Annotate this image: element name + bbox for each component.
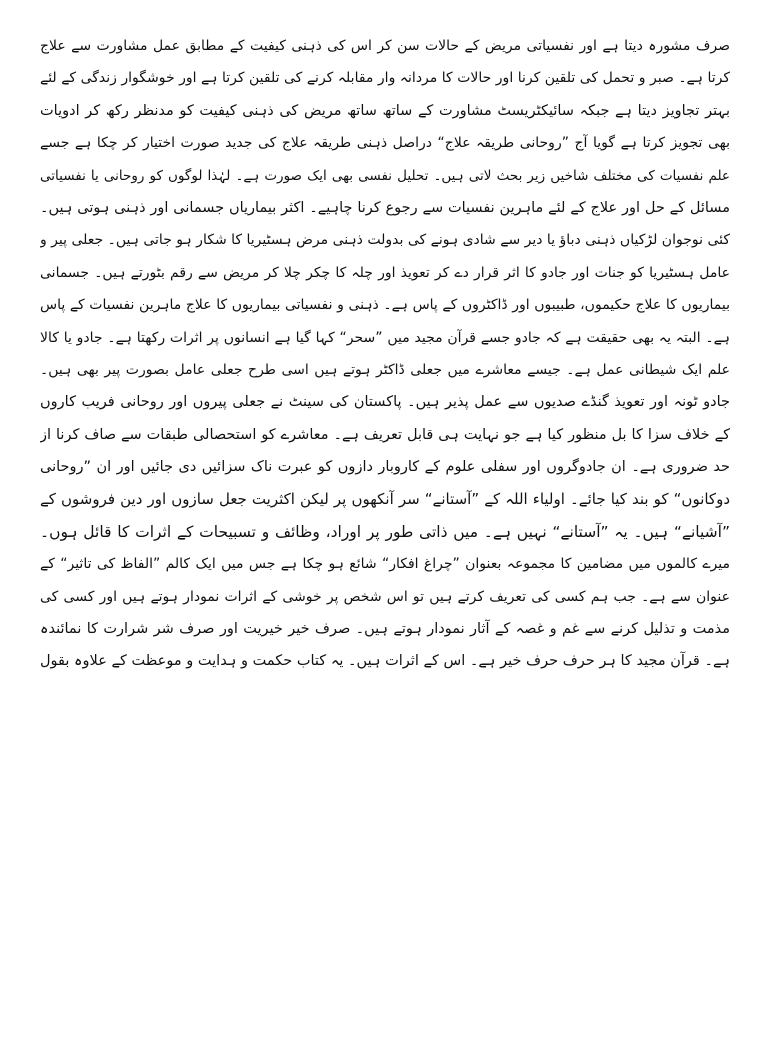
text-line: جادو ٹونہ اور تعویذ گنڈے صدیوں سے عمل پذیر ہیں۔ پاکستان کی سینٹ نے جعلی پیروں اور روحانی فریب کاروں [40,394,730,411]
text-line: بھی تجویز کرتا ہے گویا آج ”روحانی طریقہ علاج“ دراصل ذہنی طریقہ علاج کی جدید صورت اختیار کر چکا ہے جسے [40,135,730,152]
text-line: بیماریوں کا علاج حکیموں، طبیبوں اور ڈاکٹروں کے پاس ہے۔ ذہنی و نفسیاتی بیماریوں کا علاج ماہرین نفسیات کے پاس [40,297,730,314]
text-line: عامل ہسٹیریا کو جنات اور جادو کا اثر قرار دے کر تعویذ اور چلہ کا چکر چلا کر مریض سے رقم بٹورتے ہیں۔ جسمانی [40,264,730,281]
text-line: علم نفسیات کی مختلف شاخیں زیر بحث لاتی ہیں۔ تحلیل نفسی بھی ایک صورت ہے۔ لہٰذا لوگوں کو روحانی یا نفسیاتی [40,167,730,184]
text-line: کے خلاف سزا کا بل منظور کیا ہے جو نہایت ہی قابل تعریف ہے۔ معاشرے کو استحصالی طبقات سے صاف کرنا از [40,426,730,443]
body-text [40,30,730,678]
text-line: کرتا ہے۔ صبر و تحمل کی تلقین کرنا اور حالات کا مردانہ وار مقابلہ کرنے کی تلقین کرتا ہے اور خوشگوار زندگی کے لئے [40,70,730,87]
text-line: بہتر تجاویز دیتا ہے جبکہ سائیکٹریسٹ مشاورت کے ساتھ ساتھ مریض کی ذہنی کیفیت کو مدنظر رکھ کر ادویات [40,102,730,119]
text-line: عنوان سے ہے۔ جب ہم کسی کی تعریف کرتے ہیں تو اس شخص پر خوشی کے اثرات نمودار ہوتے ہیں اور کسی کی [40,588,730,605]
text-line: دوکانوں“ کو بند کیا جائے۔ اولیاء اللہ کے ”آستانے“ سر آنکھوں پر لیکن اکثریت جعل سازوں اور دین فروشوں کے [40,490,730,509]
text-line: ہے۔ البتہ یہ بھی حقیقت ہے کہ جادو جسے قرآن مجید میں ”سحر“ کہا گیا ہے انسانوں پر اثرات رکھتا ہے۔ جادو یا کالا [40,329,730,346]
text-line: میرے کالموں میں مضامین کا مجموعہ بعنوان ”چراغ افکار“ شائع ہو چکا ہے جس میں ایک کالم ”الفاظ کی تاثیر“ کے [40,556,730,573]
text-line: علم ایک شیطانی عمل ہے۔ جیسے معاشرے میں جعلی ڈاکٹر ہوتے ہیں اسی طرح جعلی عامل بصورت پیر بھی ہیں۔ [40,361,730,378]
text-line: مذمت و تذلیل کرنے سے غم و غصہ کے آثار نمودار ہوتے ہیں۔ صرف خیر خیریت اور صرف شر شرارت کا نمائندہ [40,621,730,638]
text-line: ”آشیانے“ ہیں۔ یہ ”آستانے“ نہیں ہے۔ میں ذاتی طور پر اوراد، وظائف و تسبیحات کے اثرات کا قائل ہوں۔ [40,522,730,541]
text-line: حد ضروری ہے۔ ان جادوگروں اور سفلی علوم کے کاروبار دازوں کو عبرت ناک سزائیں دی جائیں اور ان ”روحانی [40,459,730,476]
text-line: ہے۔ قرآن مجید کا ہر حرف حرف خیر ہے۔ اس کے اثرات ہیں۔ یہ کتاب حکمت و ہدایت و موعظت کے علاوہ بقول [40,653,730,670]
text-line: مسائل کے حل اور علاج کے لئے ماہرین نفسیات سے رجوع کرنا چاہیے۔ اکثر بیماریاں جسمانی اور ذہنی ہوتی ہیں۔ [40,199,730,216]
text-line: کئی نوجوان لڑکیاں ذہنی دباؤ یا دیر سے شادی ہونے کی بدولت ذہنی مرض ہسٹیریا کا شکار ہو جاتی ہیں۔ جعلی پیر و [40,232,730,249]
text-line: صرف مشورہ دیتا ہے اور نفسیاتی مریض کے حالات سن کر اس کی ذہنی کیفیت کے مطابق عمل مشاورت سے علاج [40,38,730,54]
